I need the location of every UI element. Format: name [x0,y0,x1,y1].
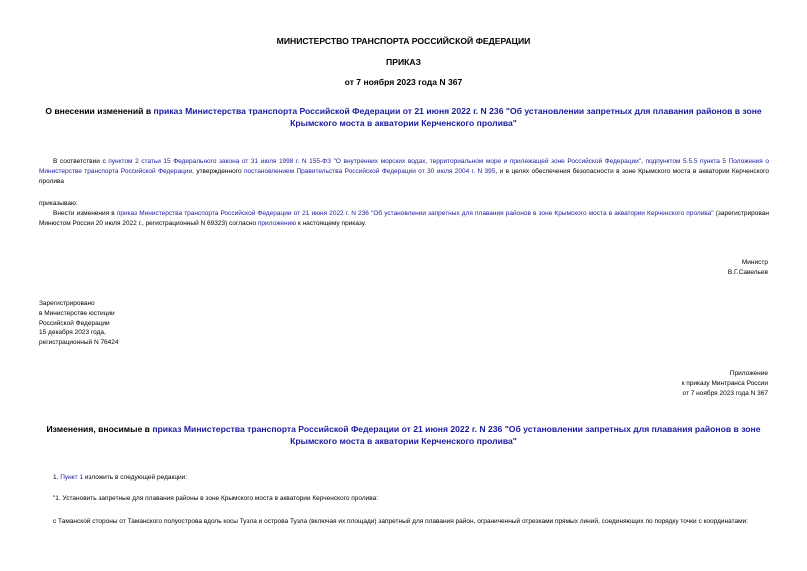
registration-block [39,299,119,348]
item-1-text-1: 1. [53,474,61,481]
order-text-2: (зарегистрирован Минюстом России 20 июля 2022 г., регистрационный N 69323) согласно [39,210,769,227]
changes-title-prefix: Изменения, вносимые в [46,424,153,434]
registration-line: Зарегистрировано [39,300,95,307]
registration-line: в Министерстве юстиции [39,309,115,317]
item-1-text-2: изложить в следующей редакции: [83,474,188,481]
changes-title [30,423,777,447]
registration-line: 15 декабря 2023 года, [39,329,106,337]
order-text-3: к настоящему приказу. [296,219,367,227]
amended-order-link[interactable]: приказ Министерства транспорта Российской Федерации от 21 июня 2022 г. N 236 "Об установлении запретных для плавания районов в зоне Крымского моста в акватории Керченского пролива" [116,210,714,217]
order-title [30,105,777,129]
order-paragraph [39,209,769,229]
order-word: приказываю: [39,200,78,207]
preamble-paragraph [39,157,769,186]
appendix-block [682,369,768,398]
government-decree-link[interactable]: постановлением Правительства Российской Федерации от 30 июля 2004 г. N 395 [243,167,496,175]
item-1-paragraph [39,473,769,483]
appendix-link[interactable]: приложению [257,219,297,227]
changes-title-link[interactable]: приказ Министерства транспорта Российской Федерации от 21 июня 2022 г. N 236 "Об установлении запретных для плавания районов в зоне Крымского моста в акватории Керченского пролива" [152,424,761,446]
signature-name: В.Г.Савельев [727,268,768,276]
preamble-text-2: , [641,158,646,165]
point-1-link[interactable]: Пункт 1 [60,474,84,481]
signature-position: Министр [741,259,768,266]
order-text-1: Внести изменения в [53,210,117,217]
order-title-prefix: О внесении изменений в [45,106,154,116]
appendix-line: к приказу Минтранса России [681,379,768,387]
registration-line: Российской Федерации [39,319,110,327]
ministry-heading: МИНИСТЕРСТВО ТРАНСПОРТА РОССИЙСКОЙ ФЕДЕРАЦИИ [276,36,531,46]
appendix-line: от 7 ноября 2023 года N 367 [682,389,768,397]
quote-paragraph-2: с Таманской стороны от Таманского полуострова вдоль косы Тузла и острова Тузла (включая их площади) запретный для плавания район, ограниченный отрезками прямых линий, соединяющих по порядку точки с координатами: [53,518,749,525]
order-title-link[interactable]: приказ Министерства транспорта Российской Федерации от 21 июня 2022 г. N 236 "Об установлении запретных для плавания районов в зоне Крымского моста в акватории Керченского пролива" [153,106,762,128]
preamble-text-4: , и в целях обеспечения безопасности в зоне Крымского моста в акватории Керченского пролива [39,167,769,185]
regulation-link[interactable]: подпунктом 5.5.5 пункта 5 Положения о Министерстве транспорта Российской Федерации [39,158,769,175]
preamble-text-3: , утвержденного [192,167,244,175]
quote-paragraph-1: "1. Установить запретные для плавания районы в зоне Крымского моста в акватории Керченского пролива: [53,495,379,502]
registration-line: регистрационный N 76424 [39,339,119,347]
doc-type-heading: ПРИКАЗ [386,57,421,67]
signature-block [728,258,768,278]
date-number-heading: от 7 ноября 2023 года N 367 [344,77,463,87]
preamble-text-1: В соответствии с [53,158,109,165]
appendix-line: Приложение [729,370,768,377]
law-link[interactable]: пунктом 2 статьи 15 Федерального закона от 31 июля 1998 г. N 155-ФЗ "О внутренних морских водах, территориальном море и прилежащей зоне Российской Федерации" [108,158,642,165]
